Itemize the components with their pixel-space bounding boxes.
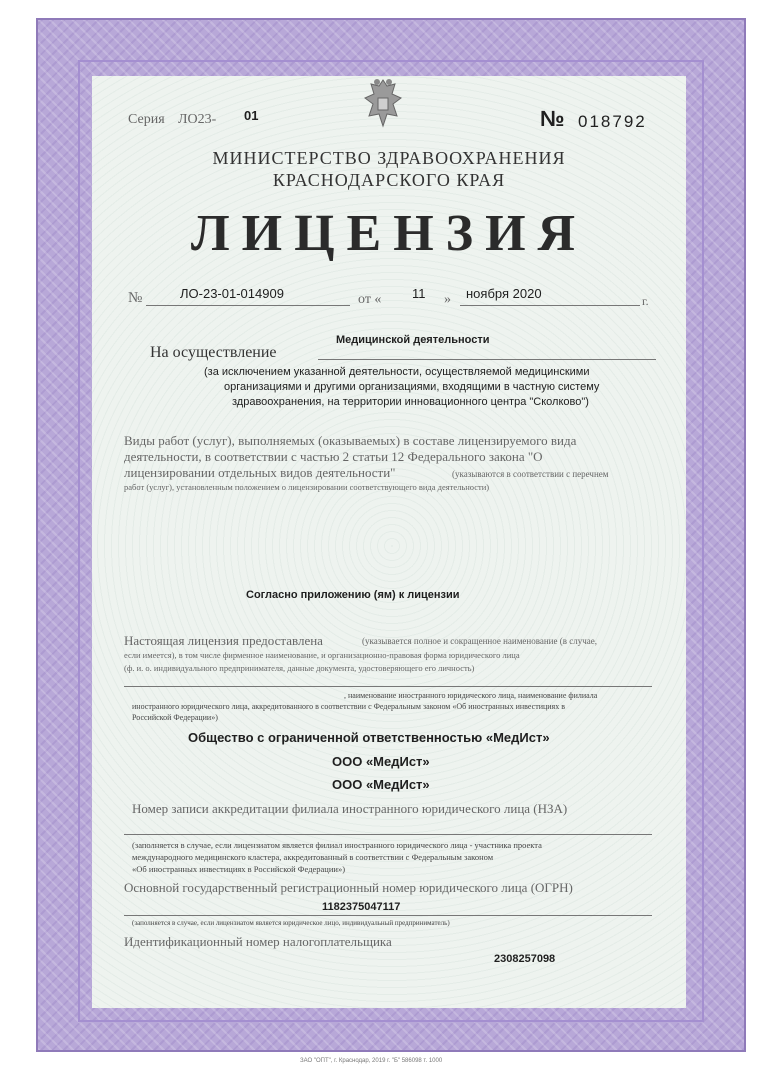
document-title: ЛИЦЕНЗИЯ	[190, 205, 588, 262]
inn-value: 2308257098	[494, 953, 556, 965]
ogrn-underline	[124, 915, 652, 916]
printer-imprint: ЗАО "ОПТ", г. Краснодар, 2019 г. "Б" 586098 т. 1000	[300, 1058, 443, 1064]
license-no-underline	[146, 305, 350, 306]
org-full-name: Общество с ограниченной ответственностью «МедИст»	[188, 730, 550, 745]
ministry-line-1: МИНИСТЕРСТВО ЗДРАВООХРАНЕНИЯ	[212, 148, 566, 168]
series-label: Серия	[128, 112, 165, 127]
license-month-year: ноября 2020	[466, 286, 542, 301]
granted-label: Настоящая лицензия предоставлена	[124, 633, 323, 648]
nza-note-2: международного медицинского кластера, аккредитованный в соответствии с Федеральным законом	[132, 852, 494, 862]
coat-of-arms-icon	[361, 76, 405, 136]
series-number: 01	[244, 108, 259, 123]
number-sign: №	[540, 106, 565, 131]
nza-note-1: (заполняется в случае, если лицензиатом является филиал иностранного юридического лица - участника проекта	[132, 840, 542, 850]
org-short-name-2: ООО «МедИст»	[332, 777, 430, 792]
activity-underline	[318, 359, 656, 360]
license-day: 11	[412, 286, 426, 301]
ogrn-value: 1182375047117	[322, 901, 401, 913]
nza-note-3: «Об иностранных инвестициях в Российской Федерации»)	[132, 864, 346, 874]
org-short-name-1: ООО «МедИст»	[332, 754, 430, 769]
form-number: 018792	[578, 112, 647, 131]
granted-note-2: (ф. и. о. индивидуального предпринимателя, данные документа, удостоверяющего его личность)	[124, 663, 475, 673]
license-number: ЛО-23-01-014909	[180, 286, 284, 301]
license-close-quote: »	[444, 292, 451, 307]
license-from-label: от «	[358, 292, 382, 307]
ministry-line-2: КРАСНОДАРСКОГО КРАЯ	[272, 170, 506, 190]
appendix-text: Согласно приложению (ям) к лицензии	[246, 589, 460, 601]
license-year-suffix: г.	[642, 294, 649, 308]
foreign-line-1: , наименование иностранного юридического лица, наименование филиала	[344, 691, 598, 700]
granted-note-1: если имеется), в том числе фирменное наименование, и организационно-правовая форма юридического лица	[124, 650, 520, 660]
works-note-inline: (указываются в соответствии с перечнем	[452, 469, 609, 479]
works-line-1: Виды работ (услуг), выполняемых (оказываемых) в составе лицензируемого вида	[124, 433, 577, 448]
nza-label: Номер записи аккредитации филиала иностранного юридического лица (НЗА)	[132, 801, 568, 816]
activity-line-2: организациями и другими организациями, входящими в частную систему	[224, 381, 600, 393]
granted-note-inline: (указывается полное и сокращенное наименование (в случае,	[362, 636, 597, 646]
license-date-underline	[460, 305, 640, 306]
activity-line-1: (за исключением указанной деятельности, осуществляемой медицинскими	[204, 366, 590, 378]
activity-label: На осуществление	[150, 344, 277, 361]
activity-value: Медицинской деятельности	[336, 334, 490, 346]
inn-label: Идентификационный номер налогоплательщика	[124, 934, 392, 949]
foreign-line-3: Российской Федерации»)	[132, 713, 218, 722]
series-code: ЛО23-	[178, 112, 217, 127]
foreign-line-2: иностранного юридического лица, аккредитованного в соответствии с Федеральным законом «Об иностранных инвестициях в	[132, 702, 565, 711]
works-line-3: лицензировании отдельных видов деятельности"	[124, 465, 396, 480]
nza-underline	[124, 834, 652, 835]
works-note-line: работ (услуг), установленным положением о лицензировании соответствующего вида деятельности)	[124, 482, 490, 492]
works-line-2: деятельности, в соответствии с частью 2 статьи 12 Федерального закона "О	[124, 449, 543, 464]
ogrn-label: Основной государственный регистрационный номер юридического лица (ОГРН)	[124, 880, 573, 895]
ogrn-note: (заполняется в случае, если лицензиатом является юридическое лицо, индивидуальный предприниматель)	[132, 919, 450, 927]
granted-underline	[124, 686, 652, 687]
activity-line-3: здравоохранения, на территории инновационного центра "Сколково")	[232, 396, 589, 408]
license-no-label: №	[128, 290, 143, 306]
